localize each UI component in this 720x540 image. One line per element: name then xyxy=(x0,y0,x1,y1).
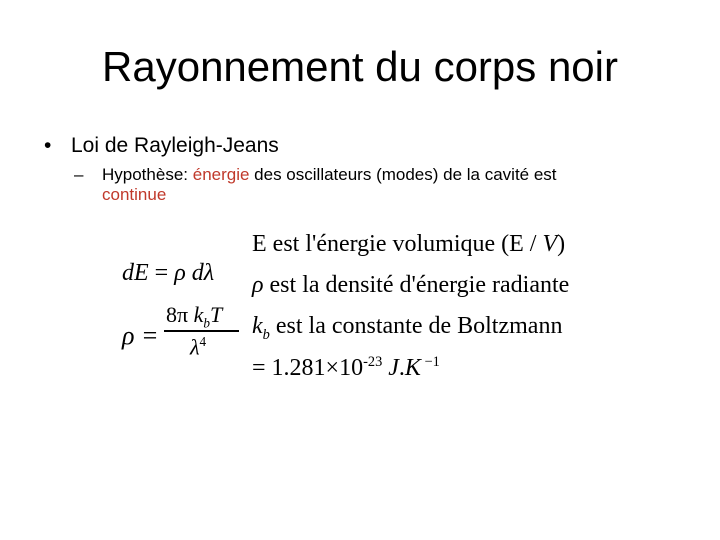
bullet-rayleigh-jeans xyxy=(44,133,279,159)
highlight-energie: énergie xyxy=(192,165,250,184)
sub-rest: des oscillateurs (modes) de la cavité est xyxy=(249,165,557,184)
sub-bullet-line-1 xyxy=(74,165,674,185)
definition-energie xyxy=(252,231,565,258)
bullet-text: Loi de Rayleigh-Jeans xyxy=(71,134,279,157)
num-b: b xyxy=(203,315,210,331)
def2-text: est la densité d'énergie radiante xyxy=(263,272,570,298)
fraction-numerator xyxy=(166,302,222,331)
def4-J: J xyxy=(382,355,399,381)
num-8pi: 8π xyxy=(166,302,194,327)
dE-lhs: dE xyxy=(122,260,149,286)
equals-sign: = xyxy=(148,260,175,286)
sub-bullet-line-2: continue xyxy=(102,185,167,204)
fraction-denominator xyxy=(190,334,206,360)
definition-kb xyxy=(252,313,562,344)
dash-icon: – xyxy=(74,165,84,184)
rho-lhs: ρ = xyxy=(122,321,159,350)
slide-title: Rayonnement du corps noir xyxy=(102,43,618,90)
def3-k: k xyxy=(252,313,263,339)
def4-K: K xyxy=(404,355,421,381)
def4-dot: . xyxy=(398,355,405,381)
sub-bullet-hypothese xyxy=(74,165,674,205)
def3-b: b xyxy=(262,326,270,343)
num-k: k xyxy=(193,302,204,327)
fraction-bar xyxy=(164,330,239,332)
def3-text: est la constante de Boltzmann xyxy=(269,313,563,339)
den-exponent: 4 xyxy=(199,334,207,349)
def4-prefix: = 1.281×10 xyxy=(252,355,364,381)
def4-exp: -23 xyxy=(363,354,383,370)
def4-Kexp: −1 xyxy=(420,354,440,370)
rho-symbol: ρ xyxy=(174,260,186,286)
bullet-dot-icon: • xyxy=(44,134,52,157)
definition-rho xyxy=(252,272,569,299)
def1-text: E est l'énergie volumique (E / xyxy=(252,231,543,257)
equation-dE xyxy=(122,260,214,287)
def1-V: V xyxy=(542,231,558,257)
num-T: T xyxy=(209,302,223,327)
definition-kb-value xyxy=(252,354,440,382)
def1-close: ) xyxy=(557,231,566,257)
def2-rho: ρ xyxy=(252,272,264,298)
sub-prefix: Hypothèse: xyxy=(102,165,193,184)
den-lambda: λ xyxy=(190,334,200,360)
dlambda: dλ xyxy=(185,260,215,286)
